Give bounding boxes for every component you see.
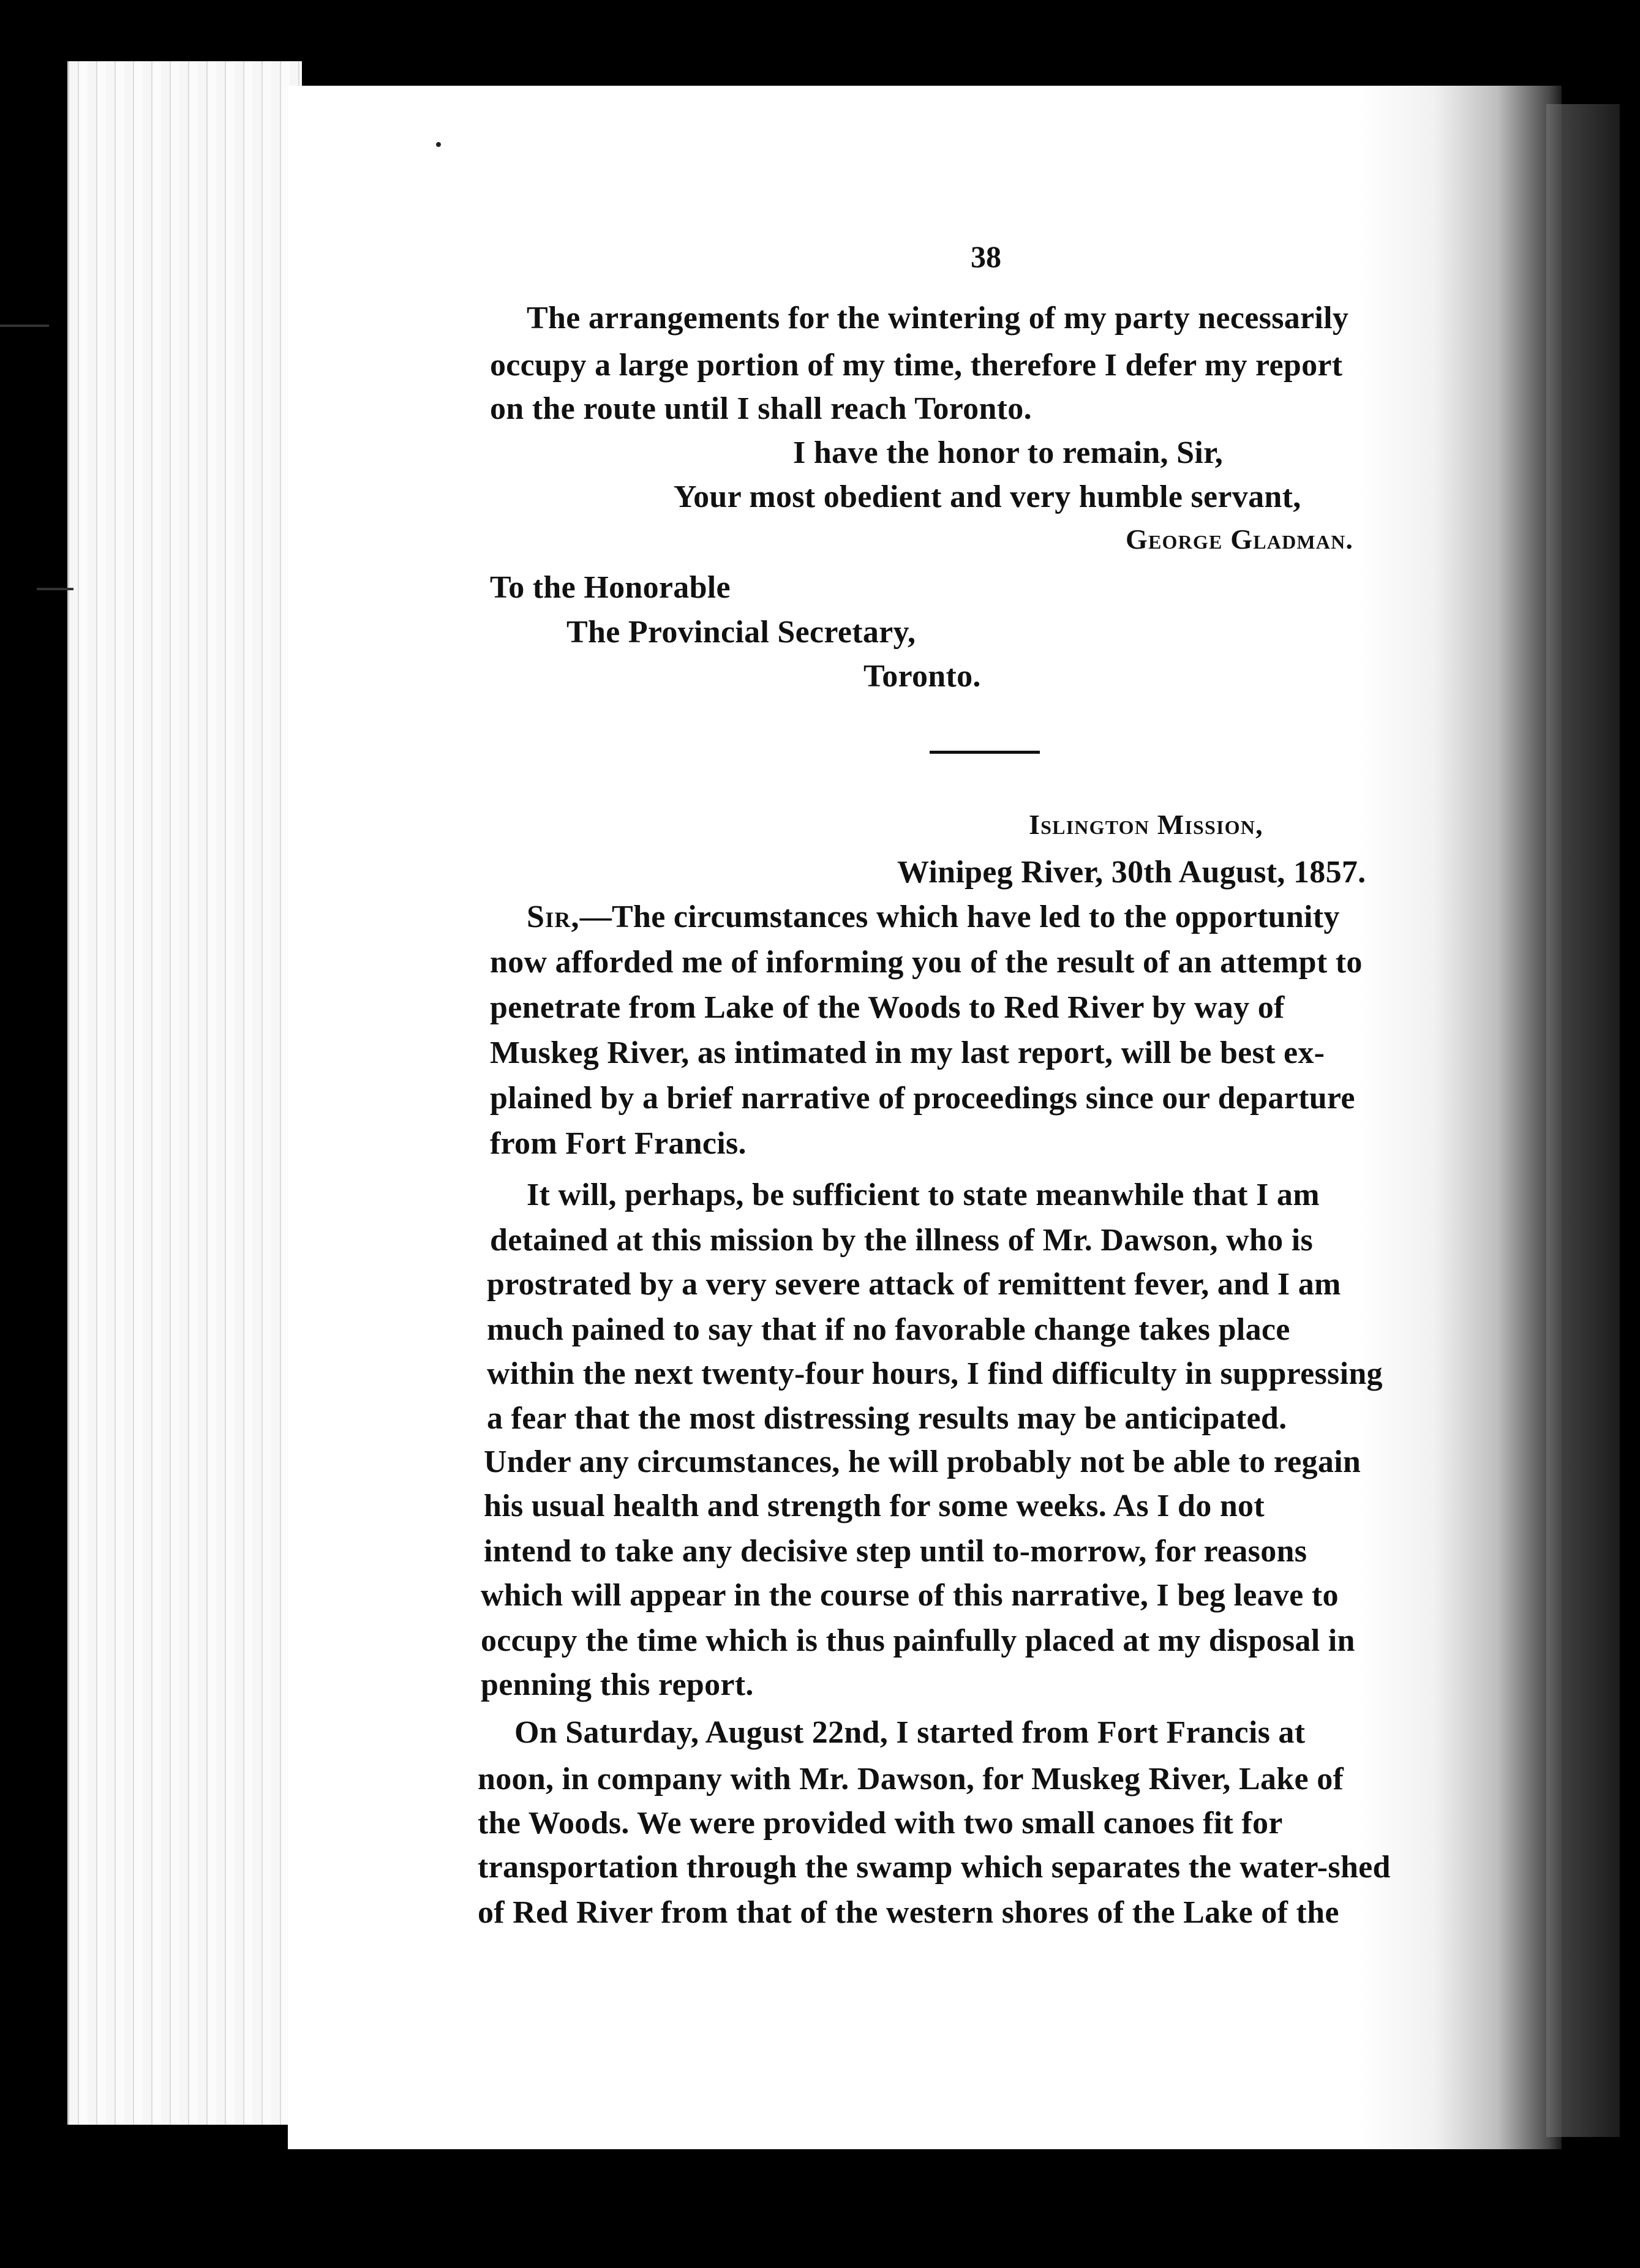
paragraph-line: on the route until I shall reach Toronto. (490, 391, 1032, 426)
scan-speck (436, 142, 441, 147)
paragraph-line: transportation through the swamp which separates the water-shed (478, 1850, 1391, 1885)
paragraph-line: Muskeg River, as intimated in my last report, will be best ex- (490, 1035, 1325, 1070)
salutation-line (527, 899, 1340, 935)
paragraph-line: —The circumstances which have led to the opportunity (579, 899, 1340, 934)
page-number: 38 (971, 239, 1001, 274)
paragraph-line: penetrate from Lake of the Woods to Red River by way of (490, 990, 1285, 1025)
page-edges (67, 61, 302, 2125)
closing-line: Your most obedient and very humble servant, (674, 479, 1301, 514)
paragraph-line: It will, perhaps, be sufficient to state meanwhile that I am (527, 1177, 1320, 1212)
paragraph-line: the Woods. We were provided with two small canoes fit for (478, 1806, 1283, 1841)
signature: George Gladman. (1126, 524, 1354, 555)
paragraph-line: prostrated by a very severe attack of remittent fever, and I am (487, 1267, 1341, 1302)
paragraph-line: intend to take any decisive step until to-morrow, for reasons (484, 1534, 1307, 1569)
salutation: Sir, (527, 899, 580, 934)
paragraph-line: noon, in company with Mr. Dawson, for Muskeg River, Lake of (478, 1762, 1344, 1797)
paragraph-line: now afforded me of informing you of the result of an attempt to (490, 945, 1363, 980)
paragraph-line: which will appear in the course of this narrative, I beg leave to (481, 1578, 1339, 1613)
address-line: Toronto. (863, 659, 981, 694)
paragraph-line: detained at this mission by the illness of Mr. Dawson, who is (490, 1223, 1313, 1258)
section-divider (930, 751, 1040, 754)
heading-place: Islington Mission, (1029, 809, 1263, 840)
scan-mark (0, 325, 49, 327)
paragraph-line: within the next twenty-four hours, I find difficulty in suppressing (487, 1356, 1383, 1391)
paragraph-line: penning this report. (481, 1667, 754, 1702)
gutter-shadow (1546, 104, 1620, 2137)
paragraph-line: of Red River from that of the western shores of the Lake of the (478, 1895, 1339, 1930)
scan-mark (37, 588, 73, 590)
closing-line: I have the honor to remain, Sir, (793, 435, 1224, 470)
paragraph-line: a fear that the most distressing results may be anticipated. (487, 1401, 1287, 1436)
address-line: To the Honorable (490, 570, 731, 605)
paragraph-line: occupy a large portion of my time, therefore I defer my report (490, 348, 1343, 383)
paragraph-line: his usual health and strength for some weeks. As I do not (484, 1489, 1265, 1523)
paragraph-line: occupy the time which is thus painfully placed at my disposal in (481, 1623, 1355, 1658)
paragraph-line: much pained to say that if no favorable change takes place (487, 1312, 1290, 1347)
heading-date: Winipeg River, 30th August, 1857. (897, 855, 1366, 890)
paragraph-line: The arrangements for the wintering of my party necessarily (527, 301, 1349, 336)
paragraph-line: plained by a brief narrative of proceedings since our departure (490, 1081, 1355, 1116)
paragraph-line: Under any circumstances, he will probably not be able to regain (484, 1444, 1361, 1479)
address-line: The Provincial Secretary, (566, 615, 916, 650)
paragraph-line: from Fort Francis. (490, 1126, 747, 1161)
paragraph-line: On Saturday, August 22nd, I started from Fort Francis at (514, 1715, 1306, 1750)
